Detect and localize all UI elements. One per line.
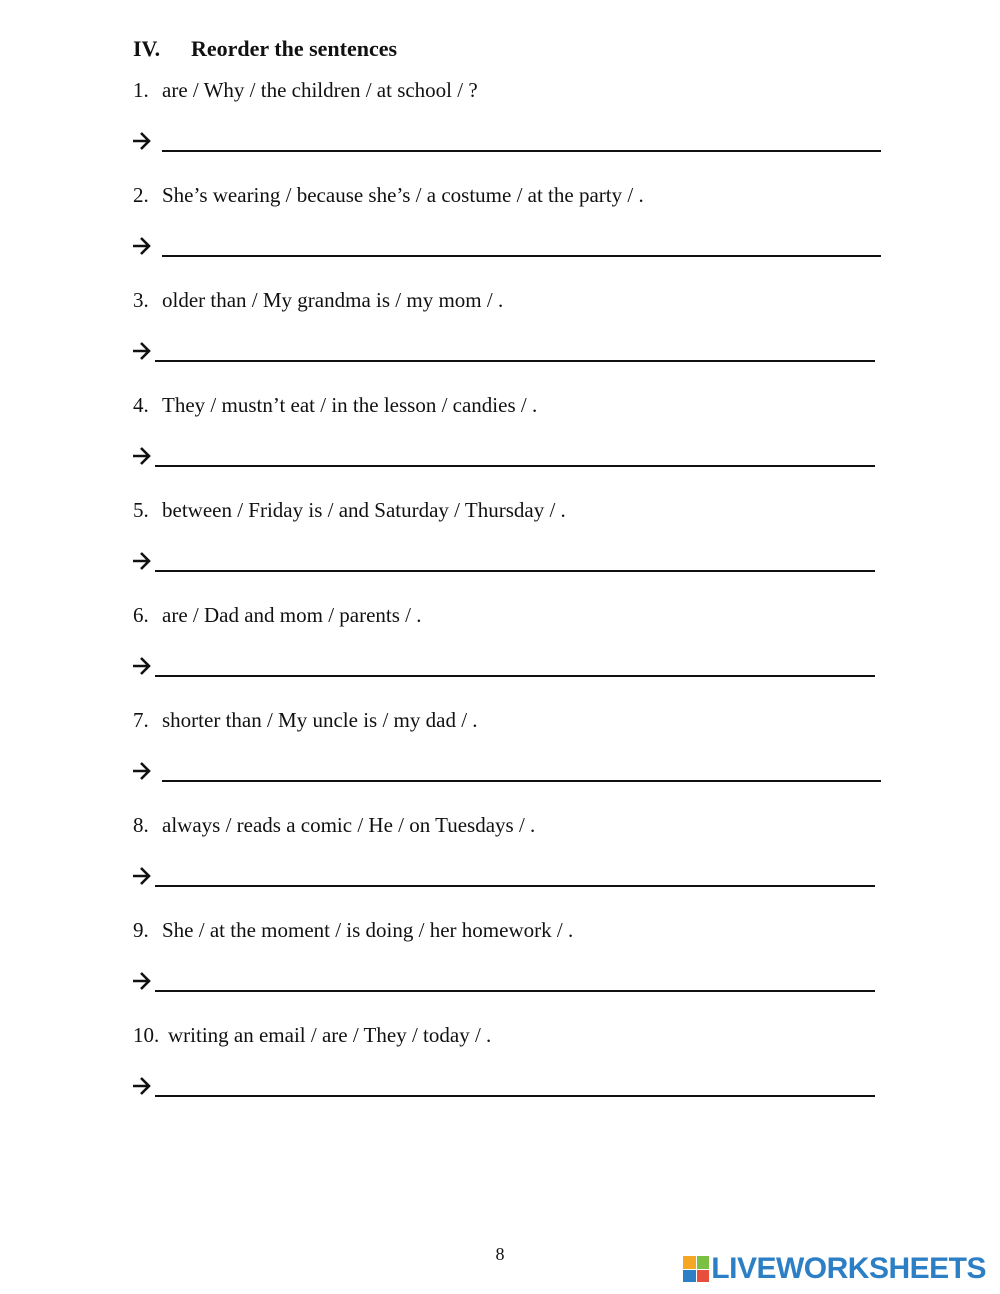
question-3 (133, 288, 503, 313)
question-text: are / Why / the children / at school / ? (162, 78, 478, 102)
question-number: 2. (133, 183, 149, 207)
question-number: 4. (133, 393, 149, 417)
question-8 (133, 813, 535, 838)
question-text: They / mustn’t eat / in the lesson / candies / . (162, 393, 538, 417)
question-5 (133, 498, 566, 523)
question-number: 1. (133, 78, 149, 102)
question-number: 9. (133, 918, 149, 942)
question-number: 7. (133, 708, 149, 732)
question-number: 10. (133, 1023, 160, 1047)
question-text: older than / My grandma is / my mom / . (162, 288, 504, 312)
question-text: shorter than / My uncle is / my dad / . (162, 708, 478, 732)
question-6 (133, 603, 422, 628)
question-text: writing an email / are / They / today / . (168, 1023, 492, 1047)
answer-line[interactable] (155, 885, 875, 887)
arrow-right-icon (131, 445, 153, 467)
answer-line[interactable] (162, 150, 881, 152)
arrow-right-icon (131, 235, 153, 257)
section-heading (133, 36, 397, 62)
question-text: She’s wearing / because she’s / a costume / at the party / . (162, 183, 644, 207)
arrow-right-icon (131, 655, 153, 677)
question-number: 8. (133, 813, 149, 837)
question-text: always / reads a comic / He / on Tuesdays / . (162, 813, 536, 837)
question-10 (133, 1023, 491, 1048)
arrow-right-icon (131, 970, 153, 992)
arrow-right-icon (131, 865, 153, 887)
answer-line[interactable] (155, 570, 875, 572)
question-number: 5. (133, 498, 149, 522)
page-number: 8 (495, 1244, 505, 1264)
arrow-right-icon (131, 550, 153, 572)
brand-blocks-icon (683, 1256, 709, 1282)
section-title: Reorder the sentences (191, 36, 398, 61)
question-2 (133, 183, 644, 208)
answer-line[interactable] (155, 1095, 875, 1097)
brand-name: LIVEWORKSHEETS (711, 1252, 986, 1285)
question-text: are / Dad and mom / parents / . (162, 603, 422, 627)
question-number: 6. (133, 603, 149, 627)
question-text: She / at the moment / is doing / her homework / . (162, 918, 574, 942)
arrow-right-icon (131, 340, 153, 362)
arrow-right-icon (131, 760, 153, 782)
answer-line[interactable] (155, 675, 875, 677)
arrow-right-icon (131, 1075, 153, 1097)
question-number: 3. (133, 288, 149, 312)
answer-line[interactable] (155, 990, 875, 992)
question-text: between / Friday is / and Saturday / Thursday / . (162, 498, 566, 522)
answer-line[interactable] (155, 360, 875, 362)
arrow-right-icon (131, 130, 153, 152)
question-7 (133, 708, 478, 733)
answer-line[interactable] (155, 465, 875, 467)
answer-line[interactable] (162, 780, 881, 782)
question-4 (133, 393, 537, 418)
answer-line[interactable] (162, 255, 881, 257)
liveworksheets-logo[interactable] (683, 1252, 986, 1286)
question-9 (133, 918, 573, 943)
section-number: IV. (133, 36, 161, 61)
question-1 (133, 78, 478, 103)
